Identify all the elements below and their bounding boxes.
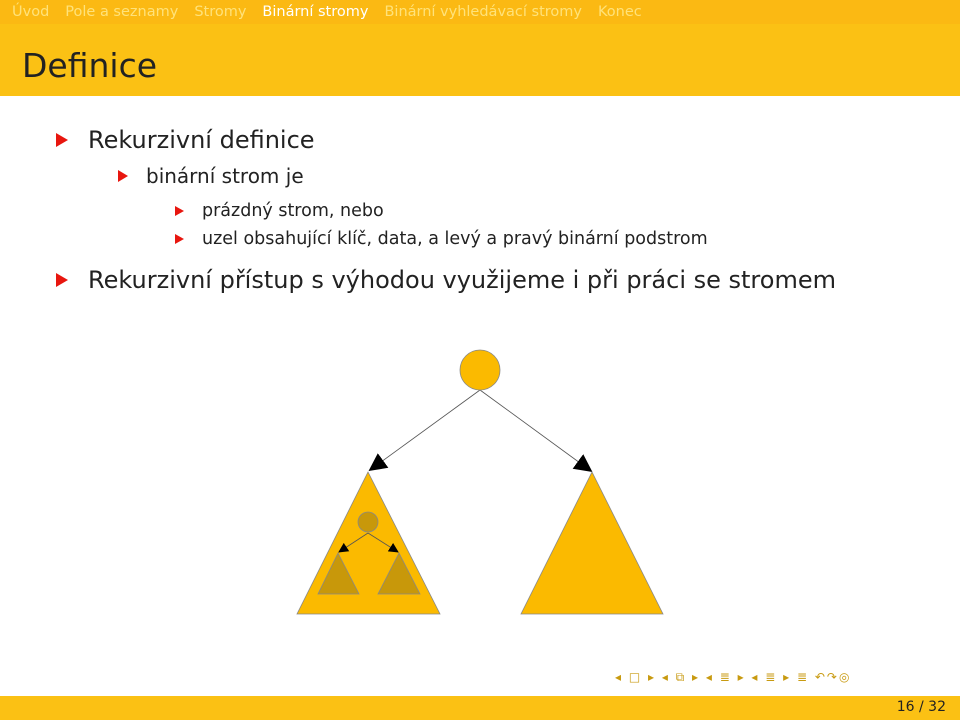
right-subtree-triangle (521, 472, 663, 614)
item-text: Rekurzivní definice (88, 126, 315, 154)
item-text: uzel obsahující klíč, data, a levý a pravý binární podstrom (202, 229, 708, 249)
root-node (460, 350, 500, 390)
nav-item-uvod[interactable]: Úvod (12, 4, 50, 20)
page-number: 16 / 32 (896, 699, 946, 715)
edge-root-right (480, 390, 591, 471)
nav-item-binarni-stromy[interactable]: Binární stromy (262, 4, 369, 20)
frame-title: Definice (22, 46, 158, 85)
inner-node (358, 512, 378, 532)
nav-item-pole-a-seznamy[interactable]: Pole a seznamy (65, 4, 179, 20)
nav-item-binarni-vyhledavaci-stromy[interactable]: Binární vyhledávací stromy (384, 4, 582, 20)
nav-item-stromy[interactable]: Stromy (194, 4, 247, 20)
footer-bar (0, 696, 960, 720)
item-text: Rekurzivní přístup s výhodou využijeme i při práci se stromem (88, 266, 836, 294)
edge-root-left (370, 390, 480, 470)
nav-item-konec[interactable]: Konec (597, 4, 642, 20)
beamer-navigation-symbols[interactable]: ◂ □ ▸ ◂ ⧉ ▸ ◂ ≣ ▸ ◂ ≣ ▸ ≣ ↶↷◎ (615, 670, 852, 684)
item-text: binární strom je (146, 164, 304, 188)
item-text: prázdný strom, nebo (202, 201, 384, 221)
